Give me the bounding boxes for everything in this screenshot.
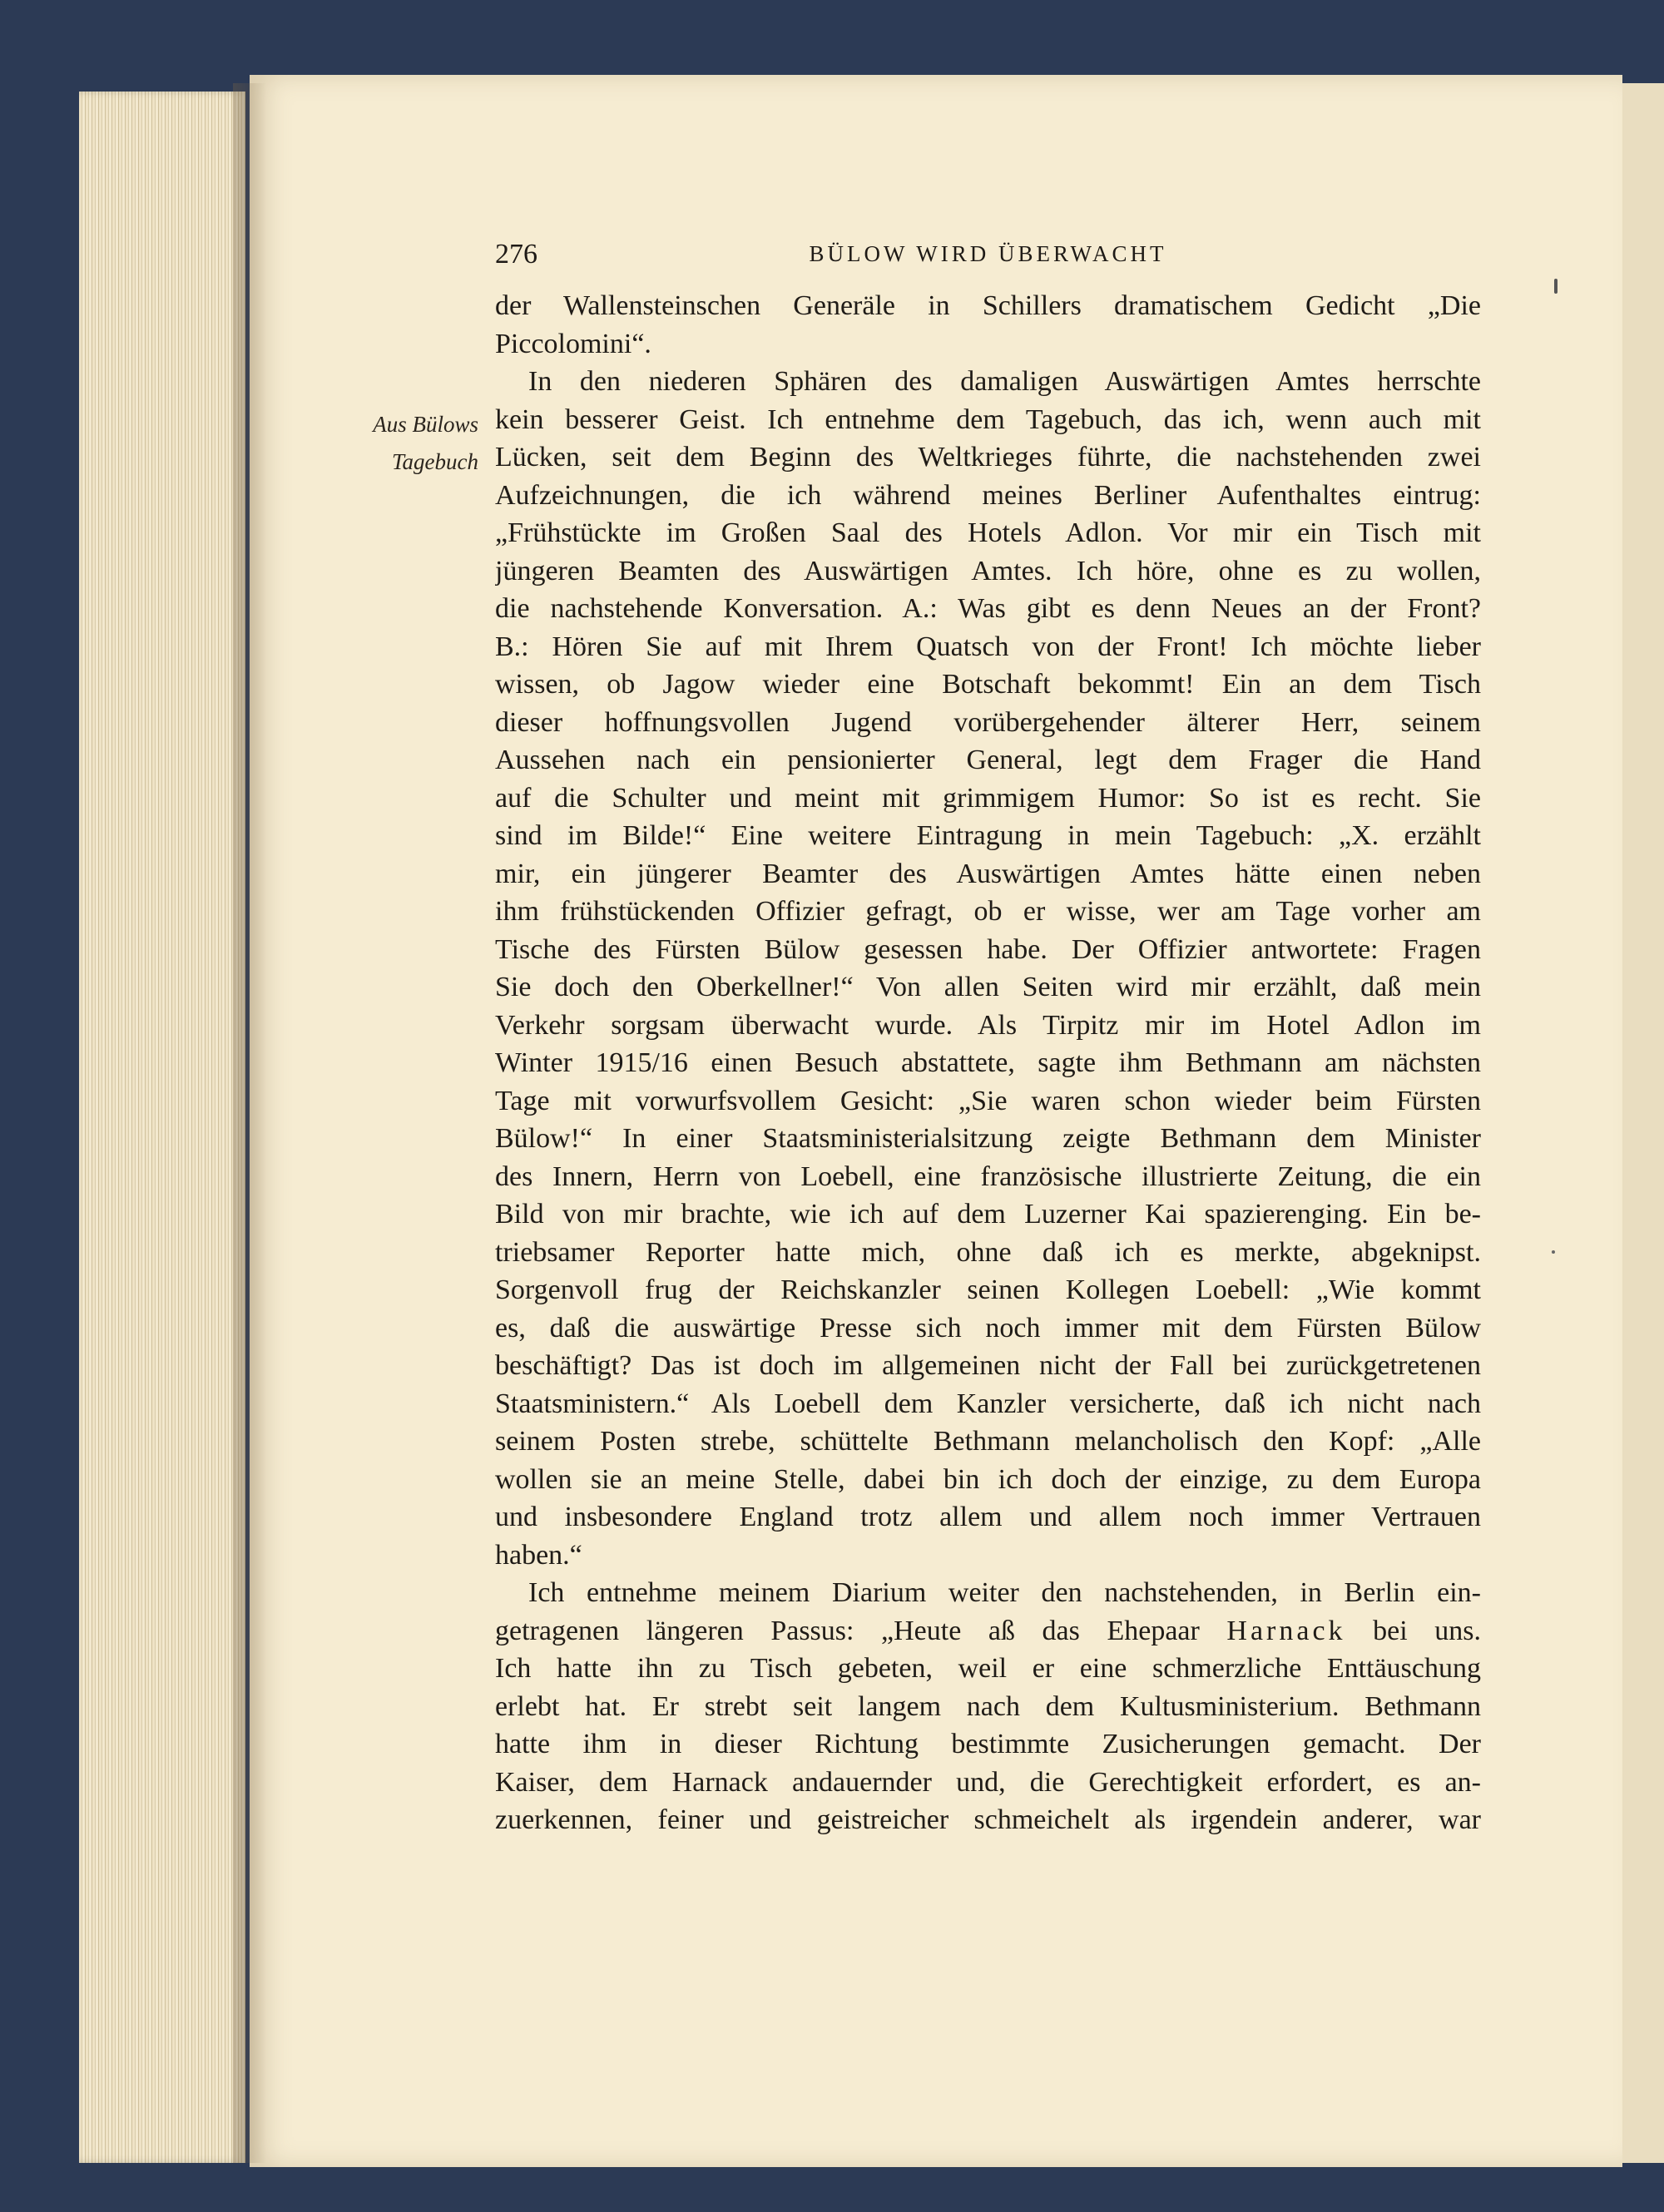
text-line: Tische des Fürsten Bülow gesessen habe. Der Offizier antwortete: Fragen — [495, 933, 1481, 965]
text-line: haben.“ — [495, 1539, 582, 1571]
scan-speck — [1554, 279, 1558, 294]
text-line: mir, ein jüngerer Beamter des Auswärtigen Amtes hätte einen neben — [495, 858, 1481, 889]
text-line: Bülow!“ In einer Staatsministerialsitzung zeigte Bethmann dem Minister — [495, 1123, 1481, 1154]
text-line: wollen sie an meine Stelle, dabei bin ich doch der einzige, zu dem Europa — [495, 1463, 1481, 1495]
text-line: Ich hatte ihn zu Tisch gebeten, weil er eine schmerzliche Enttäuschung — [495, 1653, 1481, 1684]
text-line: es, daß die auswärtige Presse sich noch immer mit dem Fürsten Bülow — [495, 1312, 1481, 1344]
text-line: Kaiser, dem Harnack andauernder und, die Gerechtigkeit erfordert, es an- — [495, 1766, 1481, 1798]
text-line: Bild von mir brachte, wie ich auf dem Luzerner Kai spazierenging. Ein be- — [495, 1199, 1481, 1230]
text-line: hatte ihm in dieser Richtung bestimmte Zusicherungen gemacht. Der — [495, 1729, 1481, 1759]
facing-page-edge — [1622, 83, 1664, 2163]
text-line: Tage mit vorwurfsvollem Gesicht: „Sie waren schon wieder beim Fürsten — [495, 1085, 1481, 1116]
text-line-composite — [495, 1612, 1481, 1650]
page-header — [495, 239, 1481, 280]
text-segment: bei uns. — [1373, 1615, 1481, 1646]
text-line: Sie doch den Oberkellner!“ Von allen Seiten wird mir erzählt, daß mein — [495, 972, 1481, 1002]
marginal-note-line: Tagebuch — [391, 449, 478, 474]
marginal-note — [316, 406, 478, 481]
text-line: auf die Schulter und meint mit grimmigem Humor: So ist es recht. Sie — [495, 782, 1481, 814]
text-line: jüngeren Beamten des Auswärtigen Amtes. Ich höre, ohne es zu wollen, — [495, 555, 1481, 586]
running-head: BÜLOW WIRD ÜBERWACHT — [809, 241, 1167, 266]
text-line: zuerkennen, feiner und geistreicher schmeichelt als irgendein anderer, war — [495, 1804, 1481, 1835]
text-line: triebsamer Reporter hatte mich, ohne daß ich es merkte, abgeknipst. — [495, 1236, 1481, 1268]
text-line: Piccolomini“. — [495, 328, 651, 359]
text-line: Winter 1915/16 einen Besuch abstattete, sagte ihm Bethmann am nächsten — [495, 1047, 1481, 1078]
text-line: In den niederen Sphären des damaligen Auswärtigen Amtes herrschte — [528, 366, 1481, 397]
text-line: wissen, ob Jagow wieder eine Botschaft bekommt! Ein an dem Tisch — [495, 669, 1481, 700]
text-line: und insbesondere England trotz allem und allem noch immer Vertrauen — [495, 1502, 1481, 1532]
text-line: Staatsministern.“ Als Loebell dem Kanzler versicherte, daß ich nicht nach — [495, 1388, 1481, 1419]
text-line: Sorgenvoll frug der Reichskanzler seinen Kollegen Loebell: „Wie kommt — [495, 1274, 1481, 1305]
marginal-note-line: Aus Bülows — [373, 412, 478, 437]
text-line: die nachstehende Konversation. A.: Was gibt es denn Neues an der Front? — [495, 593, 1481, 624]
emphasized-name: Harnack — [1226, 1615, 1346, 1646]
text-line: B.: Hören Sie auf mit Ihrem Quatsch von der Front! Ich möchte lieber — [495, 631, 1481, 662]
scan-speck — [1552, 1250, 1555, 1254]
text-line: erlebt hat. Er strebt seit langem nach dem Kultusministerium. Bethmann — [495, 1690, 1481, 1722]
text-segment: getragenen längeren Passus: „Heute aß das Ehepaar — [495, 1615, 1200, 1646]
text-line: Aufzeichnungen, die ich während meines Berliner Aufenthaltes eintrug: — [495, 479, 1481, 511]
gutter-shadow — [233, 83, 266, 2163]
text-line: Lücken, seit dem Beginn des Weltkrieges führte, die nachstehenden zwei — [495, 442, 1481, 473]
text-line: des Innern, Herrn von Loebell, eine französische illustrierte Zeitung, die ein — [495, 1160, 1481, 1192]
text-line: „Frühstückte im Großen Saal des Hotels Adlon. Vor mir ein Tisch mit — [495, 517, 1481, 548]
text-line: Ich entnehme meinem Diarium weiter den nachstehenden, in Berlin ein- — [528, 1577, 1481, 1608]
text-line: sind im Bilde!“ Eine weitere Eintragung in mein Tagebuch: „X. erzählt — [495, 820, 1481, 851]
text-line: seinem Posten strebe, schüttelte Bethmann melancholisch den Kopf: „Alle — [495, 1426, 1481, 1457]
text-line: dieser hoffnungsvollen Jugend vorübergehender älterer Herr, seinem — [495, 706, 1481, 738]
text-line: der Wallensteinschen Generäle in Schillers dramatischem Gedicht „Die — [495, 290, 1481, 321]
text-line: Aussehen nach ein pensionierter General, legt dem Frager die Hand — [495, 745, 1481, 775]
text-line: beschäftigt? Das ist doch im allgemeinen nicht der Fall bei zurückgetretenen — [495, 1350, 1481, 1381]
body-text — [495, 287, 1481, 1839]
text-line: ihm frühstückenden Offizier gefragt, ob er wisse, wer am Tage vorher am — [495, 896, 1481, 927]
page-stack-edge — [79, 92, 245, 2163]
page-number: 276 — [495, 239, 537, 270]
text-line: Verkehr sorgsam überwacht wurde. Als Tirpitz mir im Hotel Adlon im — [495, 1009, 1481, 1041]
text-line: kein besserer Geist. Ich entnehme dem Tagebuch, das ich, wenn auch mit — [495, 403, 1481, 435]
